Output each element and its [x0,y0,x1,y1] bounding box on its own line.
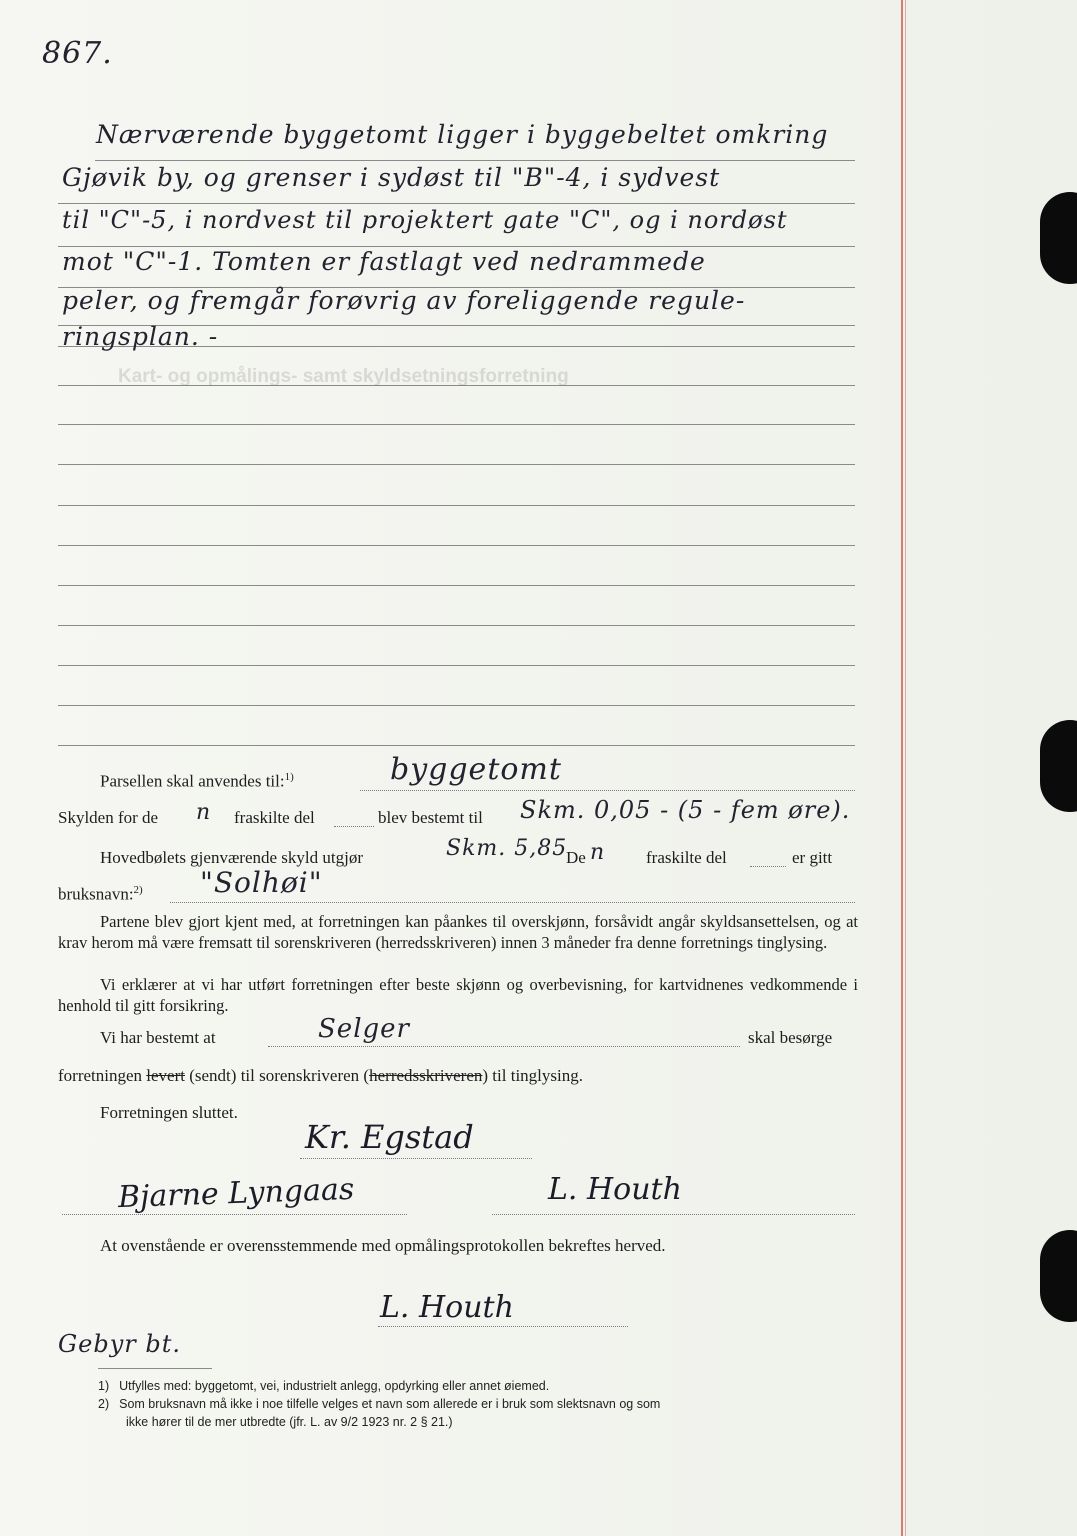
paragraph-appeal: Partene blev gjort kjent med, at forretningen kan påankes til overskjønn, forsåvidt angår skyldsansettelsen, og at krav herom må være fremsatt til sorenskriveren (herredsskriveren) innen 3 måneder fra denne forretnings tinglysing. [58,912,858,952]
closing-statement: Forretningen sluttet. [100,1103,238,1122]
binding-hole-bottom [1040,1230,1077,1322]
tax-label-3: blev bestemt til [378,808,483,827]
name-label: bruksnavn:$^{2)}$ [58,884,143,904]
tax-suffix: n [196,800,212,825]
description-line-4: mot "C"-1. Tomten er fastlagt ved nedrammede [62,247,706,276]
binding-hole-top [1040,192,1077,284]
page-number: 867. [42,36,113,71]
use-field-line [360,790,855,791]
binding-hole-middle [1040,720,1077,812]
margin-rule-secondary [905,0,906,1536]
tax-dotted [334,826,374,827]
ruled-line [58,203,855,204]
footnote-rule [98,1368,212,1369]
fee-note: Gebyr bt. [58,1330,182,1358]
signature-lyngaas: Bjarne Lyngaas [117,1171,355,1216]
signature-line [378,1326,628,1327]
description-line-1: Nærværende byggetomt ligger i byggebeltet omkring [96,120,829,149]
ruled-line [58,585,855,586]
description-line-2: Gjøvik by, og grenser i sydøst til "B"-4, i sydvest [62,163,721,192]
ruled-line [58,424,855,425]
signature-line [62,1214,407,1215]
paragraph-declaration: Vi erklærer at vi har utført forretningen efter beste skjønn og overbevisning, for kartvidnenes vedkommende i henhold til gitt forsikring. [58,975,858,1015]
main-label-3: fraskilte del [646,848,727,867]
description-line-5: peler, og fremgår forøvrig av foreliggende regule- [62,286,746,315]
signature-egstad: Kr. Egstad [305,1118,474,1156]
ruled-line [58,745,855,746]
main-label-2: De [566,848,586,867]
main-label-4: er gitt [792,848,833,867]
signature-line [492,1214,855,1215]
ruled-line [58,545,855,546]
main-suffix: n [590,840,606,865]
ruled-line [58,705,855,706]
name-value: "Solhøi" [200,866,323,899]
tax-value: Skm. 0,05 - (5 - fem øre). [520,796,851,824]
signature-houth: L. Houth [548,1172,682,1207]
bleed-through-heading: Kart- og opmålings- samt skyldsetningsforretning [118,366,569,387]
footnote-2-cont: ikke hører til de mer utbredte (jfr. L. av 9/2 1923 nr. 2 § 21.) [126,1415,453,1429]
ruled-line [58,505,855,506]
description-line-3: til "C"-5, i nordvest til projektert gate "C", og i nordøst [62,206,788,234]
decided-label-2: skal besørge [748,1028,833,1047]
ruled-line [95,160,855,161]
tax-label: Skylden for de [58,808,159,827]
footnote-2: 2) Som bruksnavn må ikke i noe tilfelle velges et navn som allerede er i bruk som slektsnavn og som [98,1397,661,1411]
signature-line [300,1158,532,1159]
forwarding-sentence: forretningen levert (sendt) til sorenskriveren (herredsskriveren) til tinglysing. [58,1066,583,1085]
main-value: Skm. 5,85 [446,836,568,861]
decided-value: Selger [318,1014,410,1044]
margin-rule [901,0,903,1536]
main-dotted [750,866,786,867]
tax-label-2: fraskilte del [234,808,315,827]
name-field-line [170,902,855,903]
attestation: At ovenstående er overensstemmende med opmålingsprotokollen bekreftes herved. [100,1236,666,1255]
ruled-line [58,464,855,465]
footnote-1: 1) Utfylles med: byggetomt, vei, industrielt anlegg, opdyrking eller annet øiemed. [98,1379,550,1393]
ruled-line [58,625,855,626]
decided-label: Vi har bestemt at [100,1028,216,1047]
ruled-line [58,665,855,666]
signature-houth-attest: L. Houth [380,1290,514,1325]
description-line-6: ringsplan. - [62,322,219,351]
use-value: byggetomt [390,752,562,787]
main-label: Hovedbølets gjenværende skyld utgjør [100,848,363,867]
use-label: Parsellen skal anvendes til:$^{1)}$ [100,771,294,791]
decided-field-line [268,1046,740,1047]
